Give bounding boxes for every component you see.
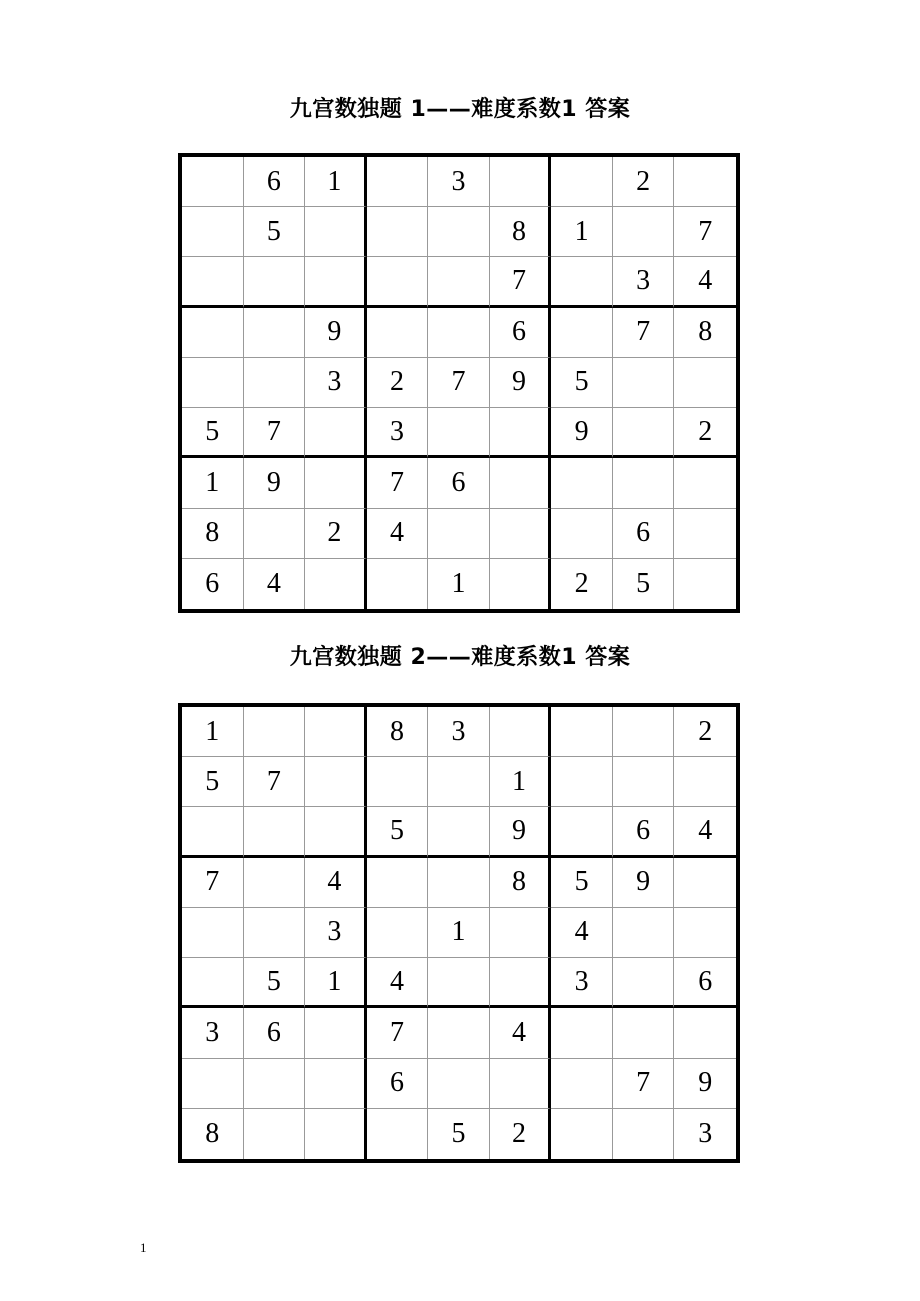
sudoku-cell <box>490 509 552 559</box>
sudoku-cell <box>367 157 429 207</box>
sudoku-cell: 2 <box>305 509 367 559</box>
sudoku-cell <box>305 807 367 857</box>
sudoku-cell: 9 <box>244 458 306 508</box>
sudoku-cell: 6 <box>613 509 675 559</box>
sudoku-cell <box>551 807 613 857</box>
sudoku-cell <box>305 408 367 458</box>
sudoku-cell: 6 <box>674 958 736 1008</box>
sudoku-cell <box>613 707 675 757</box>
sudoku-cell: 8 <box>490 858 552 908</box>
sudoku-cell <box>182 1059 244 1109</box>
sudoku-cell <box>674 858 736 908</box>
sudoku-cell <box>674 509 736 559</box>
sudoku-cell <box>182 257 244 307</box>
sudoku-cell <box>674 458 736 508</box>
sudoku-cell <box>674 157 736 207</box>
sudoku-cell <box>428 757 490 807</box>
sudoku-cell <box>182 207 244 257</box>
sudoku-cell <box>551 1059 613 1109</box>
sudoku-cell <box>244 358 306 408</box>
sudoku-cell: 7 <box>428 358 490 408</box>
sudoku-cell: 6 <box>182 559 244 609</box>
sudoku-cell <box>551 757 613 807</box>
sudoku-cell: 7 <box>244 408 306 458</box>
sudoku-cell <box>613 1109 675 1159</box>
sudoku-cell: 6 <box>490 308 552 358</box>
sudoku-cell: 3 <box>305 358 367 408</box>
sudoku-cell: 7 <box>490 257 552 307</box>
sudoku-cell: 8 <box>182 1109 244 1159</box>
puzzle-1-title: 九宫数独题 1——难度系数1 答案 <box>289 97 631 122</box>
sudoku-cell <box>551 1008 613 1058</box>
sudoku-cell <box>551 509 613 559</box>
sudoku-cell <box>613 458 675 508</box>
sudoku-cell <box>367 207 429 257</box>
sudoku-cell <box>674 908 736 958</box>
sudoku-cell <box>428 308 490 358</box>
sudoku-cell <box>674 559 736 609</box>
sudoku-cell: 1 <box>182 458 244 508</box>
sudoku-cell <box>613 358 675 408</box>
sudoku-cell: 5 <box>367 807 429 857</box>
sudoku-cell <box>367 308 429 358</box>
sudoku-cell <box>244 707 306 757</box>
sudoku-cell: 2 <box>367 358 429 408</box>
sudoku-cell <box>490 408 552 458</box>
sudoku-cell <box>428 408 490 458</box>
sudoku-cell: 4 <box>551 908 613 958</box>
sudoku-cell: 2 <box>551 559 613 609</box>
sudoku-cell: 6 <box>244 157 306 207</box>
sudoku-cell <box>551 157 613 207</box>
sudoku-cell <box>182 358 244 408</box>
sudoku-cell: 6 <box>428 458 490 508</box>
sudoku-cell: 3 <box>305 908 367 958</box>
sudoku-cell <box>428 1059 490 1109</box>
sudoku-cell <box>551 308 613 358</box>
sudoku-cell <box>305 1008 367 1058</box>
sudoku-cell <box>244 509 306 559</box>
sudoku-cell: 1 <box>428 559 490 609</box>
sudoku-cell <box>551 458 613 508</box>
sudoku-cell: 6 <box>244 1008 306 1058</box>
sudoku-cell: 5 <box>244 207 306 257</box>
sudoku-cell: 9 <box>551 408 613 458</box>
sudoku-cell <box>428 509 490 559</box>
puzzle-2-title: 九宫数独题 2——难度系数1 答案 <box>289 645 631 670</box>
sudoku-cell <box>244 1109 306 1159</box>
sudoku-cell <box>428 807 490 857</box>
sudoku-cell: 1 <box>305 157 367 207</box>
sudoku-cell: 7 <box>244 757 306 807</box>
sudoku-cell: 2 <box>613 157 675 207</box>
sudoku-cell <box>367 257 429 307</box>
sudoku-cell <box>305 207 367 257</box>
sudoku-cell <box>367 858 429 908</box>
sudoku-cell <box>490 1059 552 1109</box>
sudoku-cell: 2 <box>674 707 736 757</box>
sudoku-cell <box>613 408 675 458</box>
sudoku-cell: 4 <box>490 1008 552 1058</box>
sudoku-cell <box>428 858 490 908</box>
sudoku-cell: 4 <box>367 958 429 1008</box>
page-number: 1 <box>140 1240 147 1255</box>
sudoku-cell: 3 <box>698 1117 713 1149</box>
sudoku-cell: 4 <box>367 509 429 559</box>
sudoku-cell: 9 <box>490 807 552 857</box>
sudoku-cell: 8 <box>182 509 244 559</box>
sudoku-cell <box>428 958 490 1008</box>
sudoku-cell: 2 <box>674 408 736 458</box>
sudoku-cell: 7 <box>182 858 244 908</box>
sudoku-grid-1 <box>178 153 740 613</box>
sudoku-cell <box>613 757 675 807</box>
sudoku-cell <box>182 908 244 958</box>
sudoku-cell: 4 <box>674 257 736 307</box>
sudoku-cell: 3 <box>367 408 429 458</box>
sudoku-cell <box>182 807 244 857</box>
sudoku-cell: 3 <box>613 257 675 307</box>
sudoku-cell <box>367 908 429 958</box>
sudoku-cell: 5 <box>551 858 613 908</box>
sudoku-cell: 3 <box>428 707 490 757</box>
sudoku-cell <box>674 1008 736 1058</box>
sudoku-cell: 8 <box>367 707 429 757</box>
sudoku-cell <box>490 458 552 508</box>
sudoku-cell: 5 <box>613 559 675 609</box>
sudoku-cell: 6 <box>367 1059 429 1109</box>
sudoku-cell <box>428 1008 490 1058</box>
sudoku-cell <box>551 1109 613 1159</box>
sudoku-cell: 4 <box>674 807 736 857</box>
sudoku-cell <box>367 559 429 609</box>
sudoku-cell <box>182 958 244 1008</box>
sudoku-cell: 1 <box>551 207 613 257</box>
sudoku-cell: 7 <box>674 207 736 257</box>
sudoku-cell <box>490 559 552 609</box>
sudoku-cell: 1 <box>182 707 244 757</box>
sudoku-cell: 9 <box>613 858 675 908</box>
sudoku-cell <box>490 157 552 207</box>
sudoku-cell: 3 <box>182 1008 244 1058</box>
sudoku-cell <box>674 757 736 807</box>
sudoku-cell: 7 <box>367 458 429 508</box>
sudoku-cell <box>428 207 490 257</box>
sudoku-cell: 5 <box>244 958 306 1008</box>
sudoku-cell: 7 <box>613 1059 675 1109</box>
sudoku-cell <box>305 1109 367 1159</box>
sudoku-cell: 9 <box>490 358 552 408</box>
sudoku-cell: 6 <box>613 807 675 857</box>
sudoku-cell <box>305 707 367 757</box>
sudoku-cell <box>613 1008 675 1058</box>
sudoku-cell: 2 <box>490 1109 552 1159</box>
sudoku-cell: 8 <box>674 308 736 358</box>
sudoku-cell <box>244 257 306 307</box>
sudoku-cell <box>305 757 367 807</box>
sudoku-cell <box>428 257 490 307</box>
sudoku-cell: 1 <box>428 908 490 958</box>
sudoku-cell <box>367 757 429 807</box>
sudoku-cell: 1 <box>490 757 552 807</box>
sudoku-cell: 5 <box>428 1109 490 1159</box>
sudoku-cell <box>244 807 306 857</box>
sudoku-cell: 5 <box>182 408 244 458</box>
sudoku-cell <box>490 958 552 1008</box>
sudoku-cell <box>305 458 367 508</box>
sudoku-grid-2 <box>178 703 740 1163</box>
sudoku-cell: 5 <box>551 358 613 408</box>
sudoku-cell: 5 <box>182 757 244 807</box>
sudoku-cell <box>674 358 736 408</box>
sudoku-cell <box>305 559 367 609</box>
sudoku-cell <box>490 908 552 958</box>
sudoku-cell: 3 <box>551 958 613 1008</box>
sudoku-cell <box>613 207 675 257</box>
sudoku-cell: 7 <box>613 308 675 358</box>
sudoku-cell <box>490 707 552 757</box>
sudoku-cell: 4 <box>305 858 367 908</box>
sudoku-cell: 1 <box>305 958 367 1008</box>
sudoku-cell: 9 <box>674 1059 736 1109</box>
sudoku-cell <box>613 908 675 958</box>
sudoku-cell <box>305 257 367 307</box>
sudoku-cell <box>305 1059 367 1109</box>
sudoku-cell: 8 <box>490 207 552 257</box>
sudoku-cell <box>244 308 306 358</box>
sudoku-cell: 7 <box>367 1008 429 1058</box>
sudoku-cell <box>367 1109 429 1159</box>
sudoku-cell <box>244 1059 306 1109</box>
sudoku-cell: 9 <box>305 308 367 358</box>
sudoku-cell <box>182 157 244 207</box>
sudoku-cell: 3 <box>428 157 490 207</box>
sudoku-cell <box>551 707 613 757</box>
sudoku-cell <box>613 958 675 1008</box>
sudoku-cell <box>551 257 613 307</box>
sudoku-cell <box>244 858 306 908</box>
sudoku-cell <box>182 308 244 358</box>
sudoku-cell: 4 <box>244 559 306 609</box>
sudoku-cell <box>244 908 306 958</box>
